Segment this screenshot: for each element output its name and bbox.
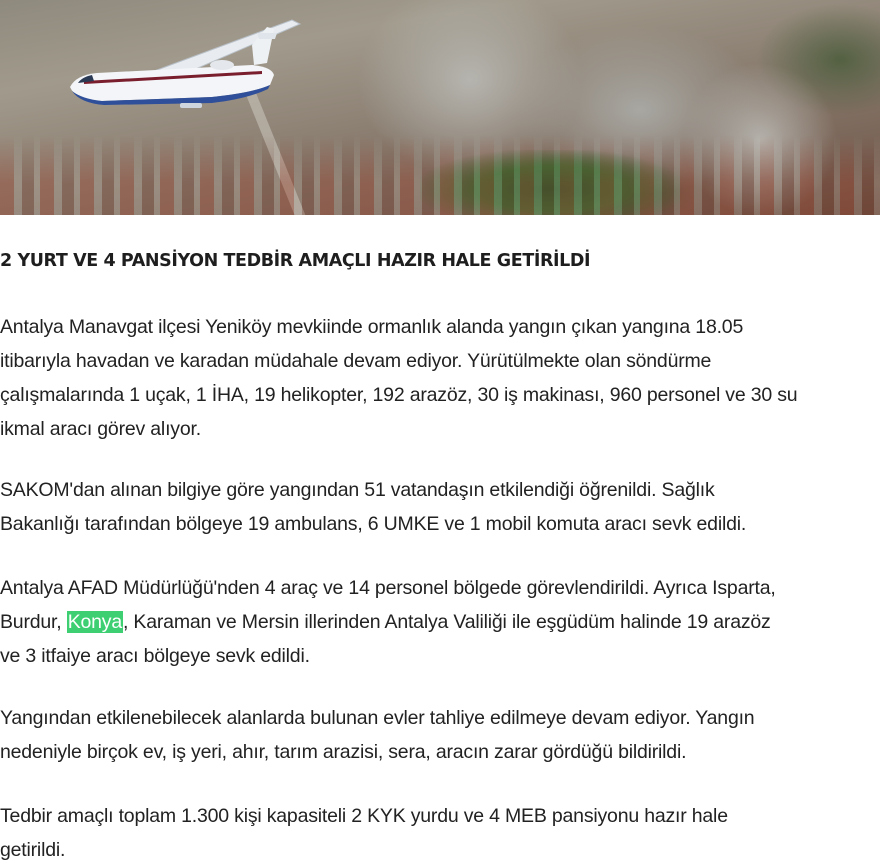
paragraph-line: Yangından etkilenebilecek alanlarda bulunan evler tahliye edilmeye devam ediyor. Yangın	[0, 707, 755, 729]
paragraph-afad-support	[0, 571, 880, 673]
paragraph-dormitories	[0, 799, 880, 867]
text-segment: Burdur,	[0, 611, 67, 633]
paragraph-line: Bakanlığı tarafından bölgeye 19 ambulans, 6 UMKE ve 1 mobil komuta aracı sevk edildi.	[0, 513, 747, 535]
paragraph-line: ve 3 itfaiye aracı bölgeye sevk edildi.	[0, 645, 310, 667]
highlighted-word-konya[interactable]: Konya	[67, 611, 122, 633]
rooftops-in-photo	[0, 135, 880, 215]
hero-image	[0, 0, 880, 215]
paragraph-firefighting-resources	[0, 310, 880, 446]
paragraph-line: ikmal aracı görev alıyor.	[0, 418, 201, 440]
paragraph-line: getirildi.	[0, 839, 66, 861]
paragraph-line: çalışmalarında 1 uçak, 1 İHA, 19 helikopter, 192 arazöz, 30 iş makinası, 960 personel ve 30 su	[0, 384, 798, 406]
text-segment: , Karaman ve Mersin illerinden Antalya Valiliği ile eşgüdüm halinde 19 arazöz	[123, 611, 771, 633]
article-headline: 2 YURT VE 4 PANSİYON TEDBİR AMAÇLI HAZIR HALE GETİRİLDİ	[0, 251, 591, 271]
paragraph-line: Tedbir amaçlı toplam 1.300 kişi kapasiteli 2 KYK yurdu ve 4 MEB pansiyonu hazır hale	[0, 805, 728, 827]
paragraph-evacuation	[0, 701, 880, 769]
paragraph-line: nedeniyle birçok ev, iş yeri, ahır, tarım arazisi, sera, aracın zarar gördüğü bildirildi.	[0, 741, 687, 763]
paragraph-line: SAKOM'dan alınan bilgiye göre yangından 51 vatandaşın etkilendiği öğrenildi. Sağlık	[0, 479, 715, 501]
firefighting-plane-icon	[62, 15, 312, 110]
paragraph-line: Antalya Manavgat ilçesi Yeniköy mevkiinde ormanlık alanda yangın çıkan yangına 18.05	[0, 316, 744, 338]
paragraph-line: itibarıyla havadan ve karadan müdahale devam ediyor. Yürütülmekte olan söndürme	[0, 350, 712, 372]
paragraph-health-response	[0, 473, 880, 541]
paragraph-line: Antalya AFAD Müdürlüğü'nden 4 araç ve 14 personel bölgede görevlendirildi. Ayrıca Isparta,	[0, 577, 776, 599]
paragraph-line	[0, 605, 880, 639]
